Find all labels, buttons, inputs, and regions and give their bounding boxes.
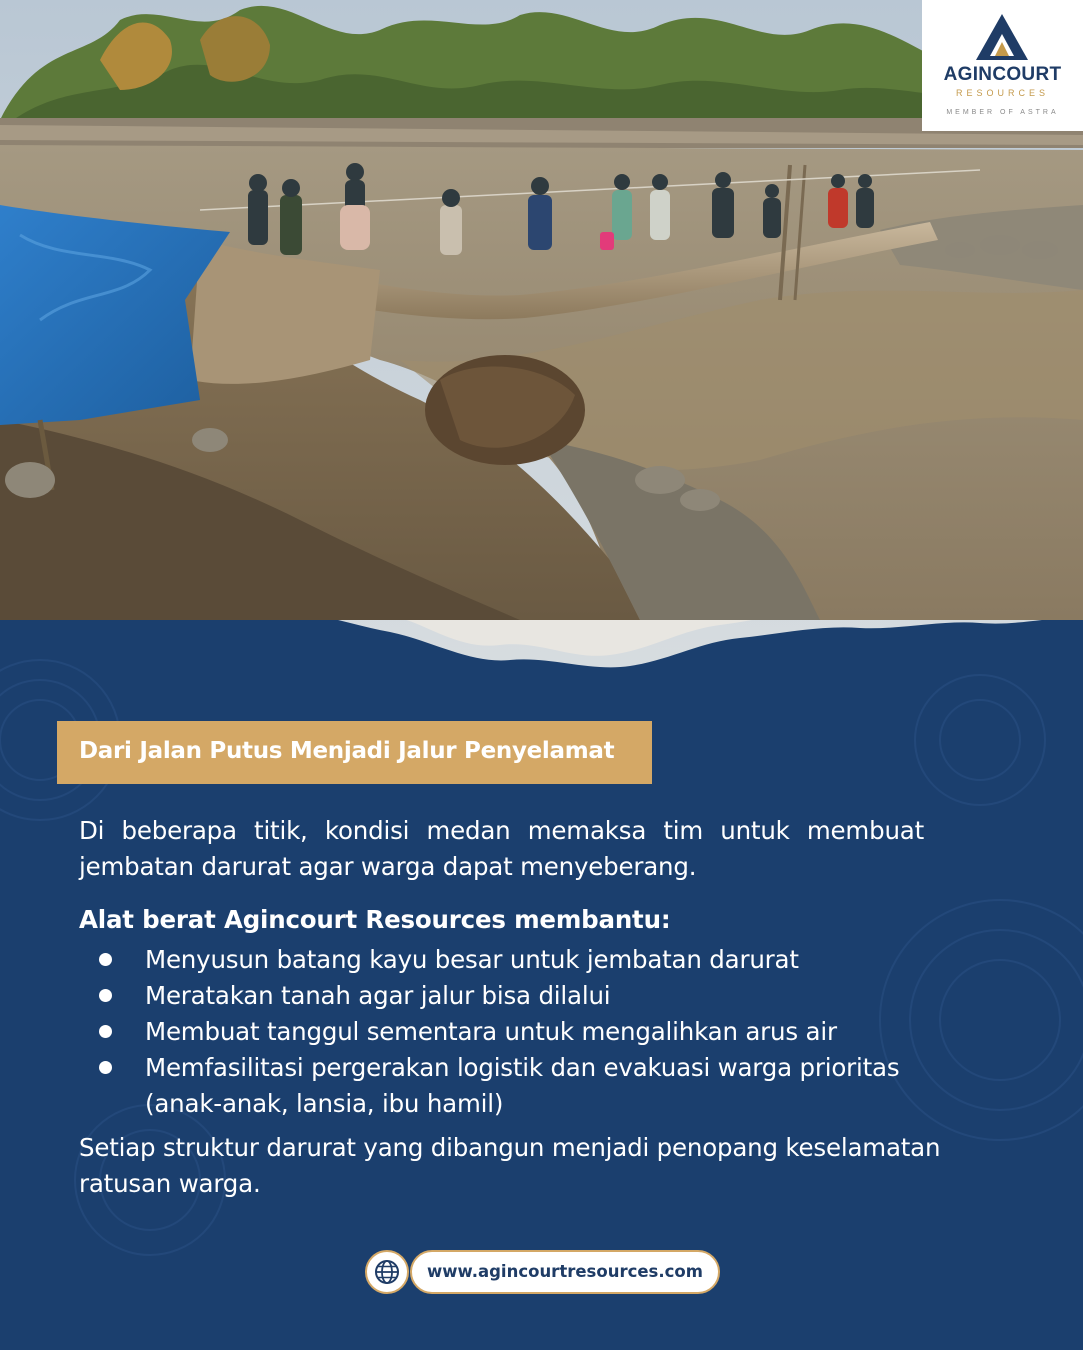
- section-title-box: [57, 721, 652, 784]
- list-item: [99, 978, 979, 1014]
- bullet-icon: [99, 953, 112, 966]
- brand-name: AGINCOURT: [943, 64, 1062, 85]
- globe-icon[interactable]: [365, 1250, 409, 1294]
- list-item-text: Meratakan tanah agar jalur bisa dilalui: [145, 981, 611, 1010]
- list-item-text: Membuat tanggul sementara untuk mengalihkan arus air: [145, 1017, 837, 1046]
- bullet-icon: [99, 989, 112, 1002]
- agincourt-triangle-icon: [922, 12, 1083, 62]
- brand-logo: [922, 0, 1083, 131]
- bullet-icon: [99, 1061, 112, 1074]
- list-item: [99, 1050, 979, 1122]
- list-item: [99, 942, 979, 978]
- list-item-text: Menyusun batang kayu besar untuk jembatan darurat: [145, 945, 799, 974]
- globe-icon-graphic: [374, 1259, 400, 1285]
- bullet-icon: [99, 1025, 112, 1038]
- list-item: [99, 1014, 979, 1050]
- website-link[interactable]: [410, 1250, 720, 1294]
- bullet-list: [99, 942, 979, 1122]
- intro-paragraph: Di beberapa titik, kondisi medan memaksa tim untuk membuat jembatan darurat agar warga dapat menyeberang.: [79, 816, 924, 881]
- list-item-text: Memfasilitasi pergerakan logistik dan evakuasi warga prioritas (anak-anak, lansia, ibu hamil): [145, 1053, 900, 1118]
- list-lead: Alat berat Agincourt Resources membantu:: [79, 905, 671, 934]
- website-url[interactable]: www.agincourtresources.com: [427, 1262, 703, 1281]
- brand-tagline: MEMBER OF ASTRA: [946, 109, 1059, 116]
- section-title: Dari Jalan Putus Menjadi Jalur Penyelamat: [79, 738, 615, 764]
- closing-paragraph: Setiap struktur darurat yang dibangun menjadi penopang keselamatan ratusan warga.: [79, 1133, 941, 1198]
- brand-subtitle: RESOURCES: [955, 88, 1049, 98]
